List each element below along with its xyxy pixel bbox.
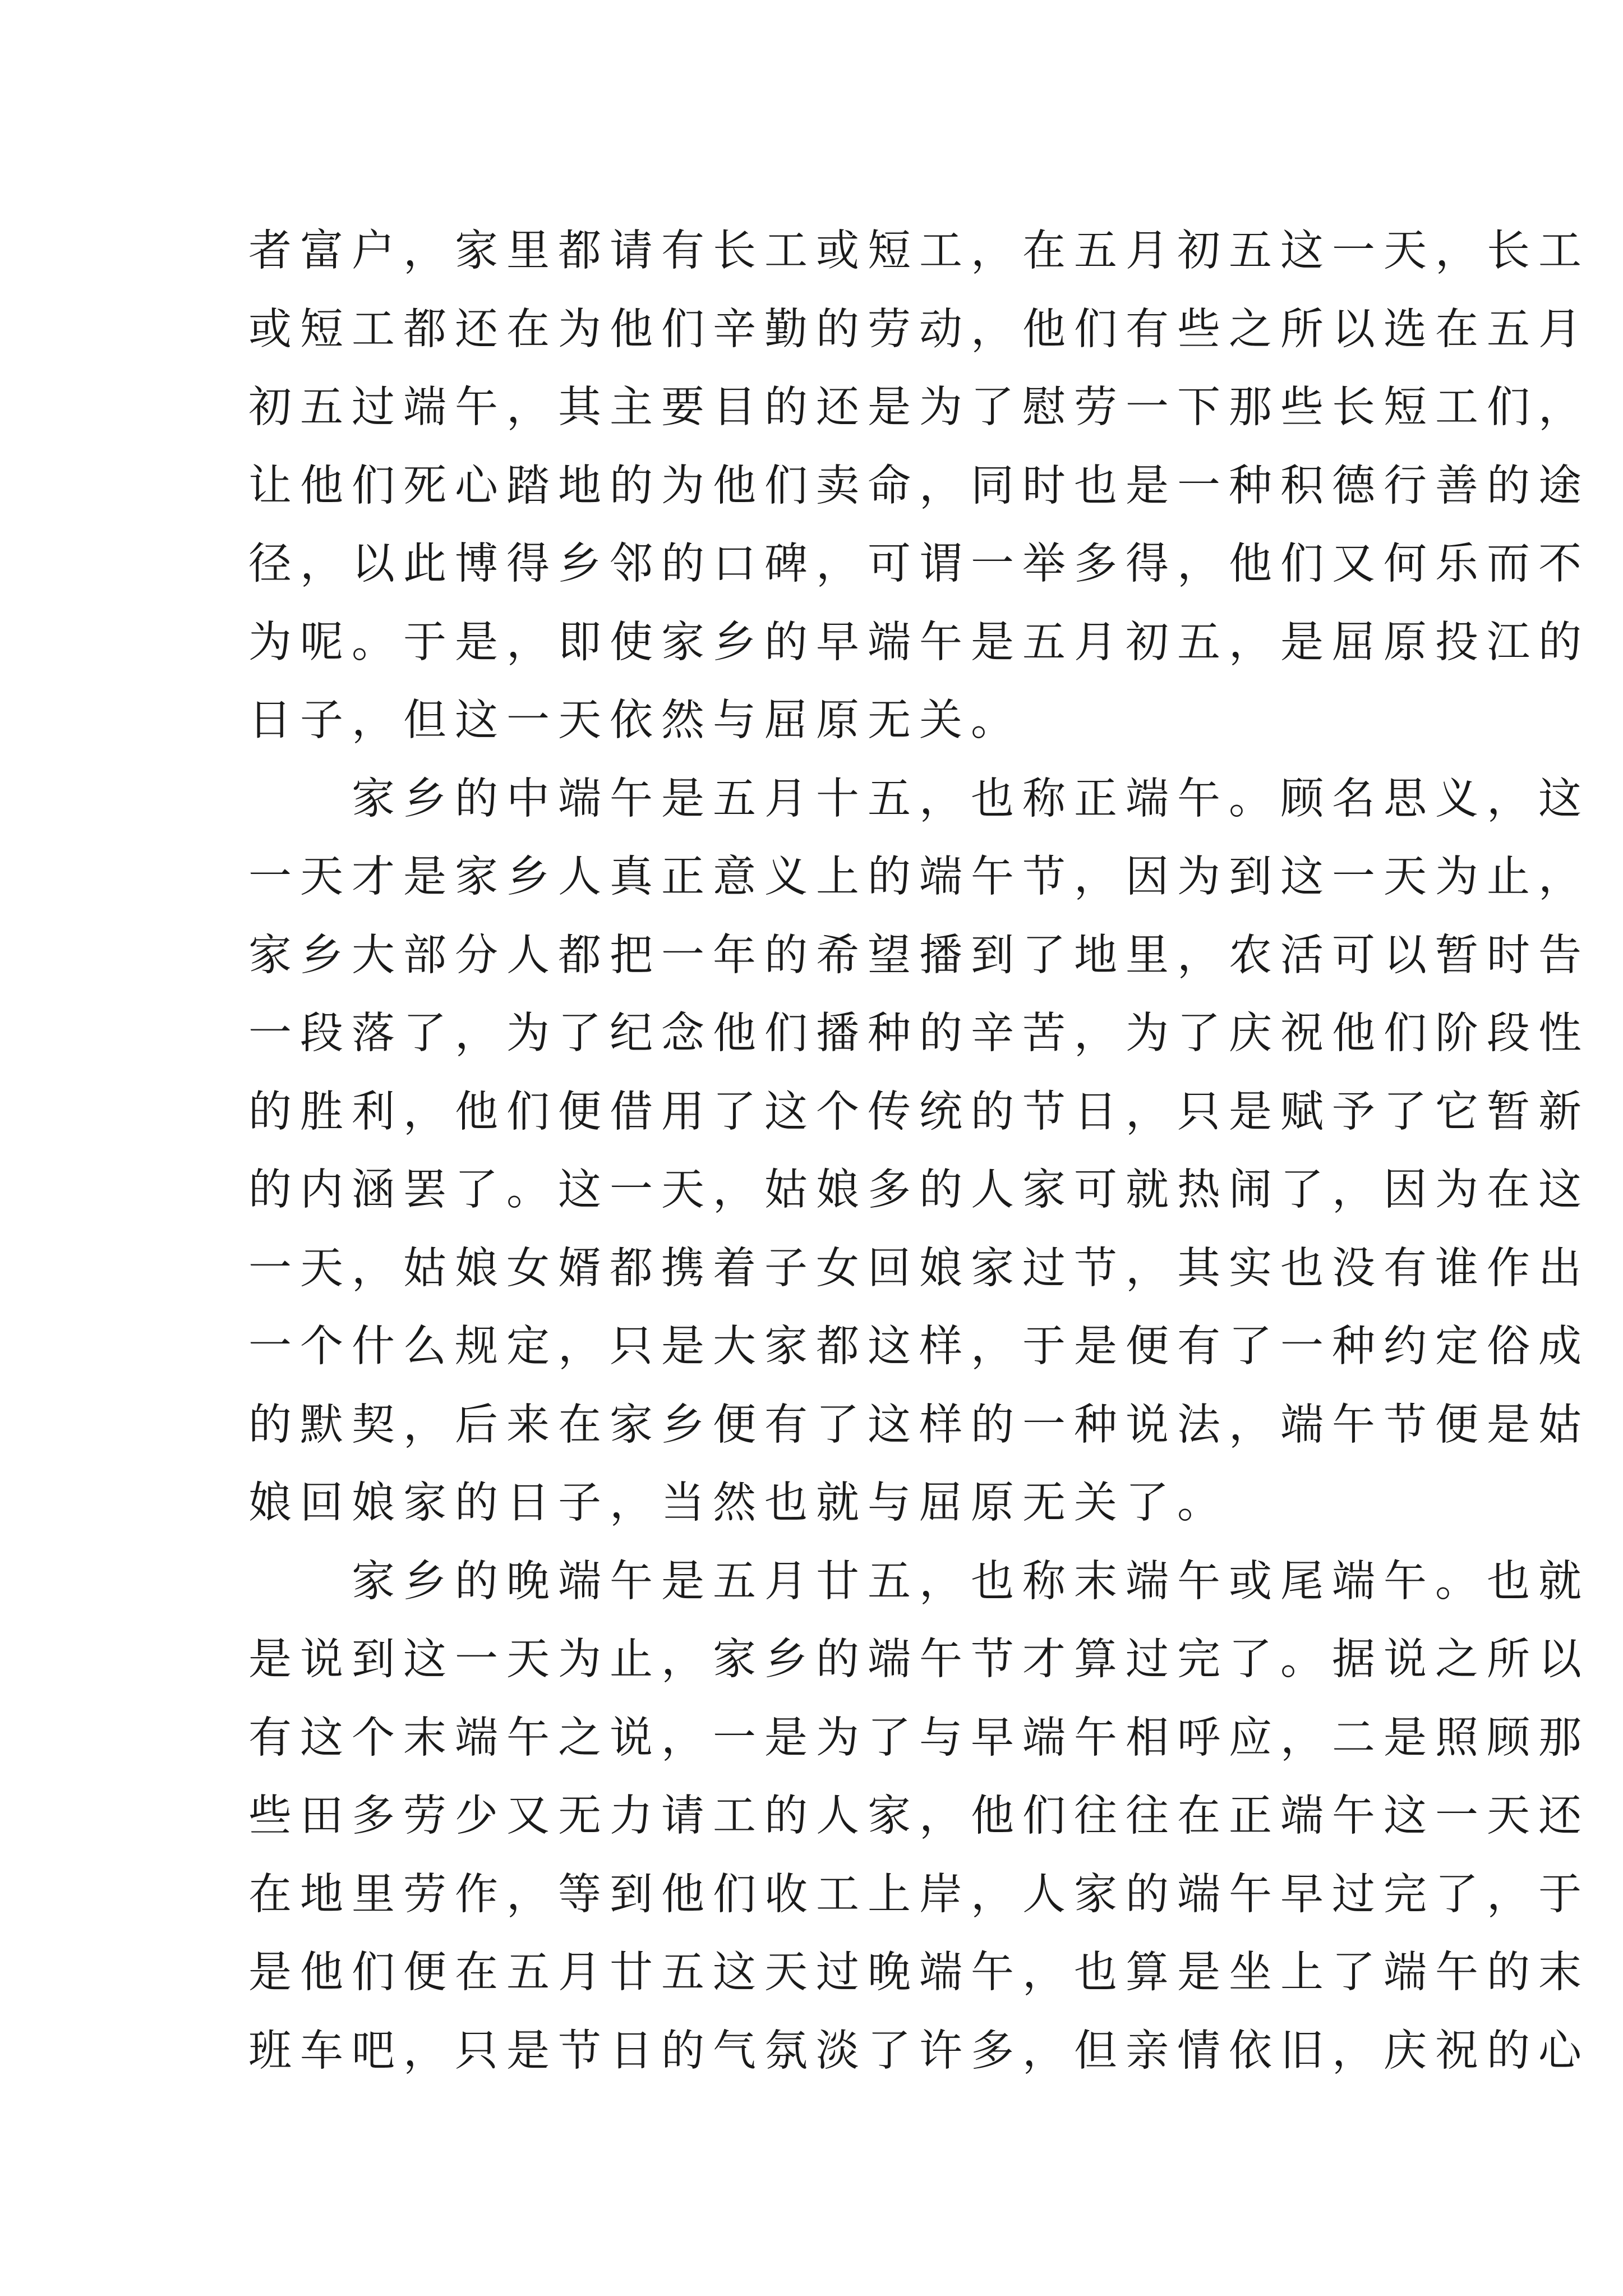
paragraph-2 xyxy=(248,760,1590,1543)
text-line: 者富户，家里都请有长工或短工，在五月初五这一天，长工 xyxy=(248,226,1590,276)
text-line: 的胜利，他们便借用了这个传统的节日，只是赋予了它暂新 xyxy=(248,1087,1590,1137)
text-line: 让他们死心踏地的为他们卖命，同时也是一种积德行善的途 xyxy=(248,461,1590,511)
text-line: 初五过端午，其主要目的还是为了慰劳一下那些长短工们， xyxy=(248,383,1590,432)
text-line: 有这个末端午之说，一是为了与早端午相呼应，二是照顾那 xyxy=(248,1713,1590,1763)
text-line: 些田多劳少又无力请工的人家，他们往往在正端午这一天还 xyxy=(248,1791,1590,1841)
text-line: 班车吧，只是节日的气氛淡了许多，但亲情依旧，庆祝的心 xyxy=(248,2026,1590,2076)
text-line: 径，以此博得乡邻的口碑，可谓一举多得，他们又何乐而不 xyxy=(248,539,1590,589)
text-line: 家乡的中端午是五月十五，也称正端午。顾名思义，这 xyxy=(248,774,1590,824)
text-line: 的内涵罢了。这一天，姑娘多的人家可就热闹了，因为在这 xyxy=(248,1165,1590,1215)
text-line: 日子，但这一天依然与屈原无关。 xyxy=(248,696,1022,746)
text-line: 娘回娘家的日子，当然也就与屈原无关了。 xyxy=(248,1478,1229,1528)
text-line: 一天才是家乡人真正意义上的端午节，因为到这一天为止， xyxy=(248,852,1590,902)
text-line: 是说到这一天为止，家乡的端午节才算过完了。据说之所以 xyxy=(248,1635,1590,1685)
text-line: 为呢。于是，即使家乡的早端午是五月初五，是屈原投江的 xyxy=(248,617,1590,668)
text-line: 一天，姑娘女婿都携着子女回娘家过节，其实也没有谁作出 xyxy=(248,1243,1590,1294)
text-line: 是他们便在五月廿五这天过晚端午，也算是坐上了端午的末 xyxy=(248,1948,1590,1998)
paragraph-1 xyxy=(248,212,1590,760)
text-line: 一段落了，为了纪念他们播种的辛苦，为了庆祝他们阶段性 xyxy=(248,1009,1590,1059)
text-line: 家乡大部分人都把一年的希望播到了地里，农活可以暂时告 xyxy=(248,930,1590,981)
text-line: 在地里劳作，等到他们收工上岸，人家的端午早过完了，于 xyxy=(248,1869,1590,1920)
text-line: 或短工都还在为他们辛勤的劳动，他们有些之所以选在五月 xyxy=(248,304,1590,355)
body-text xyxy=(248,212,1590,2090)
paragraph-3 xyxy=(248,1543,1590,2091)
text-line: 家乡的晚端午是五月廿五，也称末端午或尾端午。也就 xyxy=(248,1556,1590,1607)
text-line: 一个什么规定，只是大家都这样，于是便有了一种约定俗成 xyxy=(248,1322,1590,1372)
text-line: 的默契，后来在家乡便有了这样的一种说法，端午节便是姑 xyxy=(248,1400,1590,1450)
